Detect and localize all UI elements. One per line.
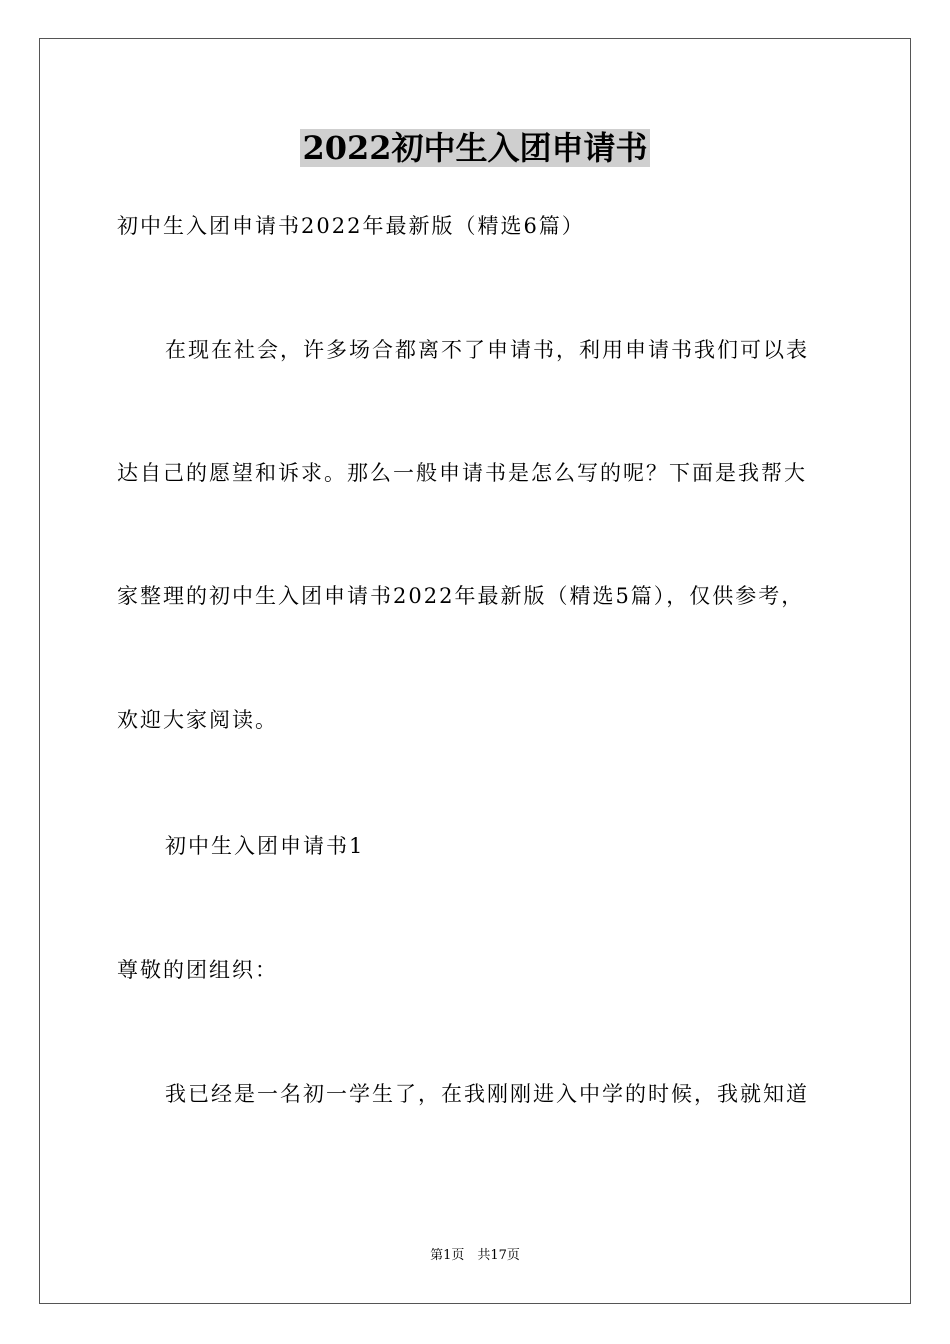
salutation-line: 尊敬的团组织： — [117, 958, 278, 982]
paragraph-line: 家整理的初中生入团申请书2022年最新版（精选5篇），仅供参考， — [117, 584, 805, 608]
paragraph-line: 欢迎大家阅读。 — [117, 708, 278, 732]
page-number: 第1页 共17页 — [430, 1248, 520, 1263]
document-title-text: 2022初中生入团申请书 — [302, 129, 648, 167]
document-title — [0, 128, 950, 168]
paragraph-line: 在现在社会，许多场合都离不了申请书，利用申请书我们可以表 — [165, 338, 809, 362]
subtitle-line: 初中生入团申请书2022年最新版（精选6篇） — [117, 214, 585, 238]
paragraph-line: 达自己的愿望和诉求。那么一般申请书是怎么写的呢？下面是我帮大 — [117, 461, 807, 485]
paragraph-line: 我已经是一名初一学生了，在我刚刚进入中学的时候，我就知道 — [165, 1082, 809, 1106]
section-heading: 初中生入团申请书1 — [165, 834, 365, 858]
